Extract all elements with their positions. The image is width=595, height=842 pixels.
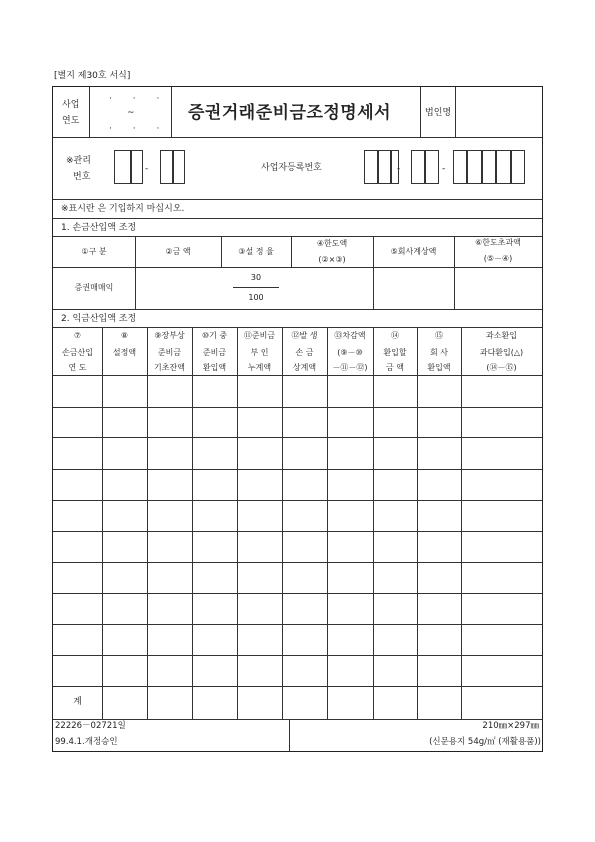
- mgmt-label-2: 번호: [73, 172, 91, 182]
- bizreg-box-2[interactable]: [378, 150, 391, 184]
- bizreg-box-5[interactable]: [425, 150, 439, 184]
- section1-title: 1. 손금산입액 조정: [61, 223, 137, 233]
- s2-col9-num: ⑮: [435, 331, 443, 340]
- year-label-1: 사업: [62, 100, 80, 110]
- date-end-dots: · · ·: [109, 124, 169, 134]
- bizreg-box-1[interactable]: [364, 150, 378, 184]
- s2-col9-line2: 환입액: [427, 363, 451, 372]
- section2-title: 2. 익금산입액 조정: [61, 314, 137, 324]
- year-label-2: 연도: [62, 116, 80, 126]
- mgmt-number-box-2: [131, 150, 143, 184]
- s2-col6-line2: 손 금: [295, 348, 314, 357]
- bizreg-box-10[interactable]: [511, 150, 525, 184]
- s2-col5-line2: 부 인: [250, 348, 269, 357]
- form-label: [별지 제30호 서식]: [54, 71, 131, 81]
- paper-size: 210㎜×297㎜: [482, 721, 539, 731]
- approval-date: 99.4.1.개정승인: [55, 737, 118, 747]
- s2-col7-line1: ⑬차감액: [334, 331, 366, 340]
- form-title: 증권거래준비금조정명세서: [188, 103, 392, 123]
- s2-col2-line1: 설정액: [112, 348, 137, 357]
- mgmt-number-box-1: [114, 150, 131, 184]
- bizreg-dash-1: -: [397, 164, 401, 174]
- s2-col10-line3: (⑭－⑮): [486, 363, 517, 372]
- corp-name-field[interactable]: [456, 87, 542, 137]
- s2-col5-line3: 누계액: [247, 363, 272, 372]
- mgmt-number-box-3: [160, 150, 173, 184]
- s2-col1-line1: 손금산입: [62, 348, 93, 357]
- s2-col10-line2: 과다환입(△): [479, 348, 524, 357]
- bizreg-label: 사업자등록번호: [261, 163, 322, 173]
- form-code: 22226－02721일: [55, 721, 126, 731]
- bizreg-box-7[interactable]: [467, 150, 482, 184]
- s2-col2-num: ⑧: [120, 331, 129, 340]
- s1-header-limit: ④한도액: [316, 239, 348, 248]
- mgmt-number-box-4: [173, 150, 185, 184]
- s2-col8-line2: 금 액: [386, 363, 404, 372]
- s2-col6-line1: ⑫발 생: [291, 331, 318, 340]
- s2-col7-line3: －⑪－⑫): [332, 363, 368, 372]
- s1-header-excess: ⑥한도초과액: [475, 238, 521, 247]
- total-label: 계: [73, 697, 82, 707]
- s2-col4-line3: 환입액: [202, 363, 227, 372]
- corp-name-label: 법인명: [425, 108, 452, 118]
- paper-type: (신문용지 54g/㎡ (재활용품)): [429, 737, 541, 747]
- s2-col10-line1: 과소환입: [486, 331, 517, 340]
- mgmt-label-1: ※관리: [66, 156, 91, 166]
- s1-header-company-amount: ⑤회사계상액: [390, 247, 437, 256]
- s2-col8-line1: 환입할: [383, 348, 407, 357]
- s1-header-excess-formula: (⑤－④): [483, 254, 513, 263]
- bizreg-box-6[interactable]: [453, 150, 467, 184]
- s2-col6-line3: 상계액: [292, 363, 317, 372]
- s2-col1-line2: 연 도: [68, 363, 87, 372]
- bizreg-dash-2: -: [442, 164, 446, 174]
- s1-header-limit-formula: (②×③): [318, 255, 346, 264]
- s2-col7-line2: (⑨－⑩: [337, 348, 363, 357]
- s2-col9-line1: 회 사: [430, 348, 448, 357]
- s2-col3-line2: 준비금: [157, 348, 182, 357]
- s2-col4-line1: ⑩기 중: [201, 331, 228, 340]
- s2-col5-line1: ⑪준비금: [243, 331, 276, 340]
- rate-numerator: 30: [250, 273, 262, 282]
- bizreg-box-4[interactable]: [411, 150, 425, 184]
- date-start-dots: · · ·: [109, 94, 169, 104]
- rate-denominator: 100: [248, 293, 264, 302]
- s1-header-rate: ③설 정 율: [238, 247, 274, 256]
- bizreg-box-9[interactable]: [496, 150, 511, 184]
- s2-col3-line3: 기초잔액: [154, 363, 185, 372]
- s1-header-amount: ②금 액: [165, 247, 191, 256]
- s1-row-label: 증권매매익: [74, 283, 114, 292]
- s2-col8-num: ⑭: [391, 331, 399, 340]
- s2-col3-line1: ⑨장부상: [154, 331, 185, 340]
- date-tilde: ~: [127, 108, 135, 118]
- notice-text: ※표시란 은 기입하지 마십시오.: [61, 204, 185, 214]
- s2-col4-line2: 준비금: [202, 348, 227, 357]
- s2-col1-num: ⑦: [73, 331, 82, 340]
- mgmt-dash: -: [145, 164, 149, 174]
- adjustment-form: [52, 86, 543, 752]
- bizreg-box-8[interactable]: [482, 150, 496, 184]
- s1-header-category: ①구 분: [81, 247, 107, 256]
